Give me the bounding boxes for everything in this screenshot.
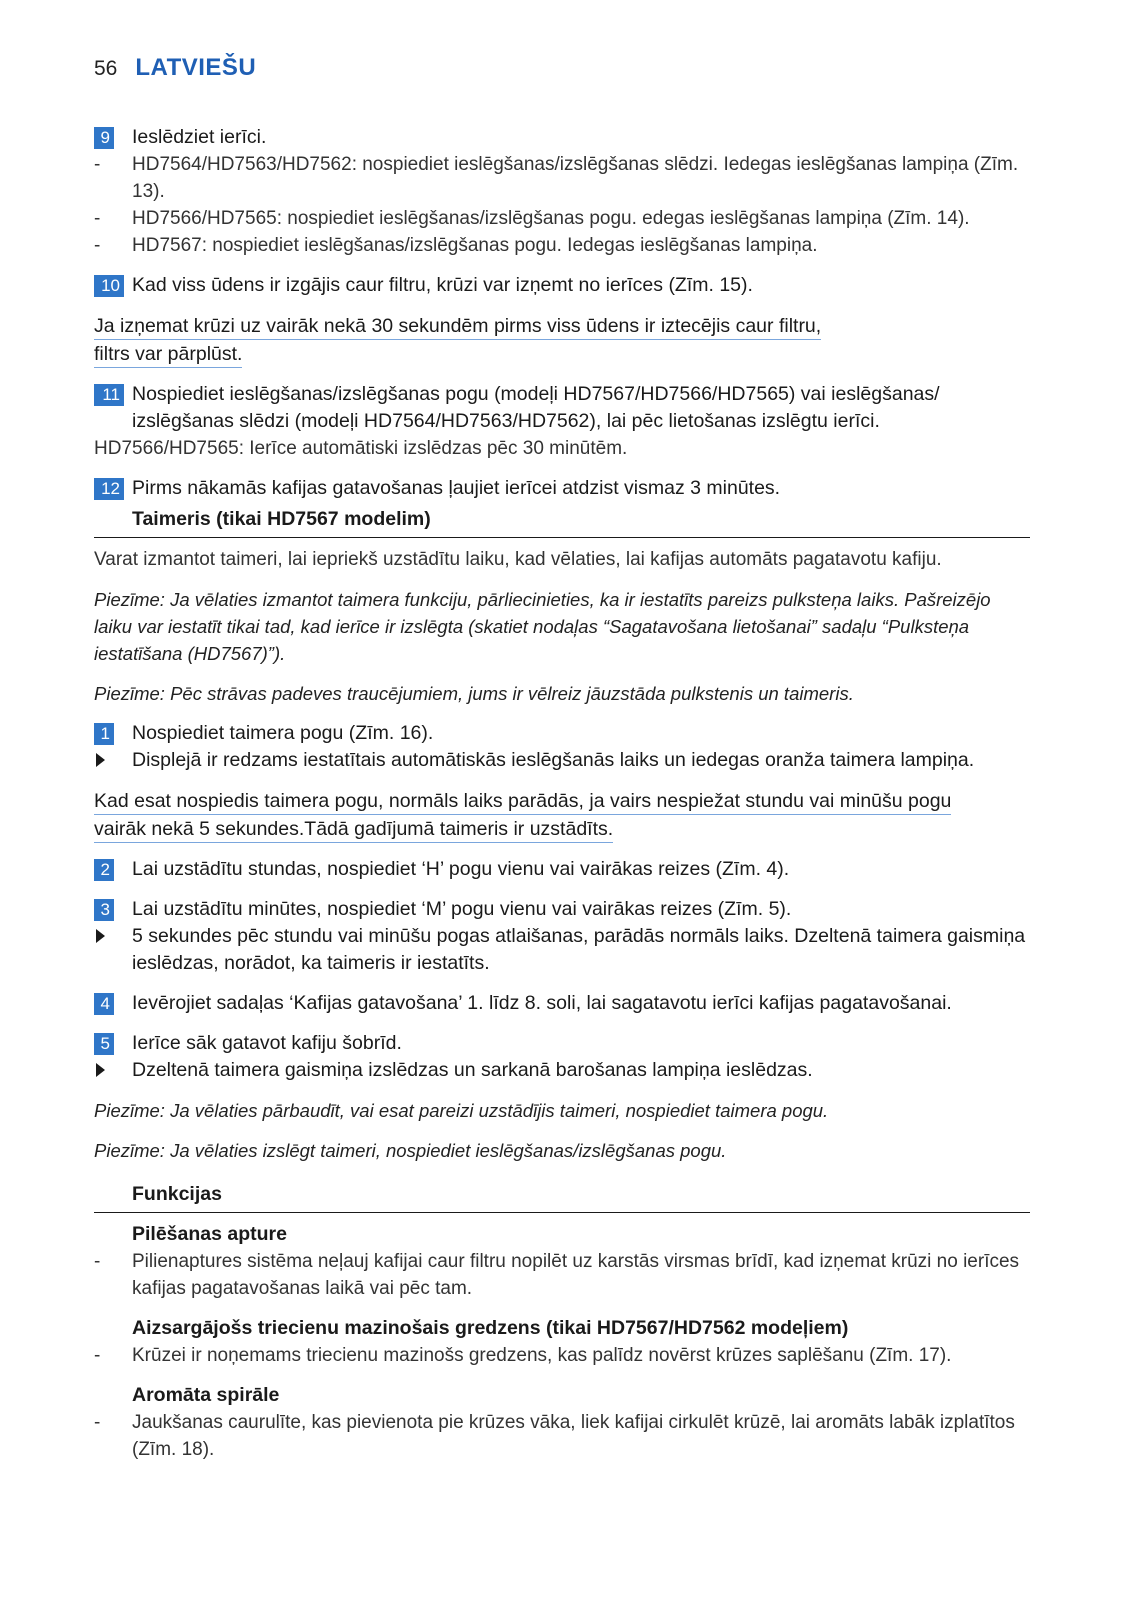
feature-text: - Pilienaptures sistēma neļauj kafijai caur filtru nopilēt uz karstās virsmas brīdī, kad izņemat krūzi no ierīces kafijas pagatavošanas laikā vai pēc tam. [94, 1248, 1030, 1302]
step-12 [94, 475, 1030, 502]
section-heading-features: Funkcijas [94, 1181, 1030, 1213]
note: Piezīme: Ja vēlaties pārbaudīt, vai esat pareizi uzstādījis taimeri, nospiediet taimera pogu. [94, 1100, 829, 1121]
step-text: Nospiediet taimera pogu (Zīm. 16). [132, 722, 434, 744]
step-text: Ierīce sāk gatavot kafiju šobrīd. [132, 1032, 402, 1054]
feature-text: - Krūzei ir noņemams triecienu mazinošs gredzens, kas palīdz novērst krūzes saplēšanu (Zīm. 17). [94, 1342, 1030, 1369]
step-11-note: HD7566/HD7565: Ierīce automātiski izslēdzas pēc 30 minūtēm. [94, 438, 628, 459]
warning-line: vairāk nekā 5 sekundes.Tādā gadījumā taimeris ir uzstādīts. [94, 818, 613, 843]
step-text: Ieslēdziet ierīci. [132, 126, 267, 148]
result-item [94, 747, 1030, 774]
note: Piezīme: Pēc strāvas padeves traucējumiem, jums ir vēlreiz jāuzstāda pulkstenis un taimeris. [94, 683, 854, 704]
timer-step-5 [94, 1030, 1030, 1057]
language-title: LATVIEŠU [135, 54, 257, 81]
step-9-detail-1: - HD7564/HD7563/HD7562: nospiediet ieslēgšanas/izslēgšanas slēdzi. Iedegas ieslēgšanas lampiņa (Zīm. 13). [94, 151, 1030, 205]
step-9 [94, 124, 1030, 151]
feature-title: Pilēšanas apture [132, 1223, 287, 1245]
page-content [94, 124, 1030, 1463]
result-text: 5 sekundes pēc stundu vai minūšu pogas atlaišanas, parādās normāls laiks. Dzeltenā taimera gaismiņa ieslēdzas, norādot, ka taimeris ir iestatīts. [132, 925, 1026, 974]
step-text: Lai uzstādītu stundas, nospiediet ‘H’ pogu vienu vai vairākas reizes (Zīm. 4). [132, 858, 790, 880]
step-number: 12 [94, 478, 124, 500]
feature-title: Aromāta spirāle [132, 1384, 280, 1406]
step-number: 2 [94, 859, 114, 881]
warning-overflow [94, 312, 1030, 368]
feature-title: Aizsargājošs triecienu mazinošais gredzens (tikai HD7567/HD7562 modeļiem) [132, 1317, 849, 1339]
step-11 [94, 381, 1030, 435]
section-heading-timer: Taimeris (tikai HD7567 modelim) [94, 506, 1030, 538]
step-number: 3 [94, 899, 114, 921]
step-text: Nospiediet ieslēgšanas/izslēgšanas pogu (modeļi HD7567/HD7566/HD7565) vai ieslēgšanas/ izslēgšanas slēdzi (modeļi HD7564/HD7563/HD7562), lai pēc lietošanas izslēgtu ierīci. [132, 383, 940, 432]
result-item [94, 1057, 1030, 1084]
warning-line: Ja izņemat krūzi uz vairāk nekā 30 sekundēm pirms viss ūdens ir iztecējis caur filtru, [94, 315, 821, 340]
step-text: Pirms nākamās kafijas gatavošanas ļaujiet ierīcei atdzist vismaz 3 minūtes. [132, 477, 781, 499]
timer-intro: Varat izmantot taimeri, lai iepriekš uzstādītu laiku, kad vēlaties, lai kafijas automāts pagatavotu kafiju. [94, 549, 942, 570]
result-arrow-icon [96, 1063, 105, 1077]
page-number: 56 [94, 57, 118, 80]
step-number: 5 [94, 1033, 114, 1055]
result-item [94, 923, 1030, 977]
warning-line: filtrs var pārplūst. [94, 343, 242, 368]
warning-timer [94, 787, 1030, 843]
note: Piezīme: Ja vēlaties izmantot taimera funkciju, pārliecinieties, ka ir iestatīts pareizs pulksteņa laiks. Pašreizējo laiku var iestatīt tikai tad, kad ierīce ir izslēgta (skatiet nodaļas “Sagatavošana lietošanai” sadaļu “Pulksteņa iestatīšana (HD7567)”). [94, 589, 991, 664]
timer-step-4 [94, 990, 1030, 1017]
step-number: 1 [94, 723, 114, 745]
step-9-detail-3: - HD7567: nospiediet ieslēgšanas/izslēgšanas pogu. Iedegas ieslēgšanas lampiņa. [94, 232, 1030, 259]
timer-step-3 [94, 896, 1030, 923]
step-text: Ievērojiet sadaļas ‘Kafijas gatavošana’ 1. līdz 8. soli, lai sagatavotu ierīci kafijas pagatavošanai. [132, 992, 952, 1014]
result-text: Displejā ir redzams iestatītais automātiskās ieslēgšanās laiks un iedegas oranža taimera lampiņa. [132, 749, 975, 771]
step-text: Lai uzstādītu minūtes, nospiediet ‘M’ pogu vienu vai vairākas reizes (Zīm. 5). [132, 898, 792, 920]
timer-step-1 [94, 720, 1030, 747]
warning-line: Kad esat nospiedis taimera pogu, normāls laiks parādās, ja vairs nespiežat stundu vai minūšu pogu [94, 790, 951, 815]
note: Piezīme: Ja vēlaties izslēgt taimeri, nospiediet ieslēgšanas/izslēgšanas pogu. [94, 1140, 727, 1161]
step-number: 9 [94, 127, 114, 149]
result-arrow-icon [96, 753, 105, 767]
feature-text: - Jaukšanas caurulīte, kas pievienota pie krūzes vāka, liek kafijai cirkulēt krūzē, lai aromāts labāk izplatītos (Zīm. 18). [94, 1409, 1030, 1463]
step-text: Kad viss ūdens ir izgājis caur filtru, krūzi var izņemt no ierīces (Zīm. 15). [132, 274, 753, 296]
timer-step-2 [94, 856, 1030, 883]
page-header [94, 54, 256, 86]
step-number: 11 [94, 384, 124, 406]
step-number: 10 [94, 275, 124, 297]
step-9-detail-2: - HD7566/HD7565: nospiediet ieslēgšanas/izslēgšanas pogu. edegas ieslēgšanas lampiņa (Zīm. 14). [94, 205, 1030, 232]
result-arrow-icon [96, 929, 105, 943]
step-number: 4 [94, 993, 114, 1015]
result-text: Dzeltenā taimera gaismiņa izslēdzas un sarkanā barošanas lampiņa ieslēdzas. [132, 1059, 813, 1081]
step-10 [94, 272, 1030, 299]
